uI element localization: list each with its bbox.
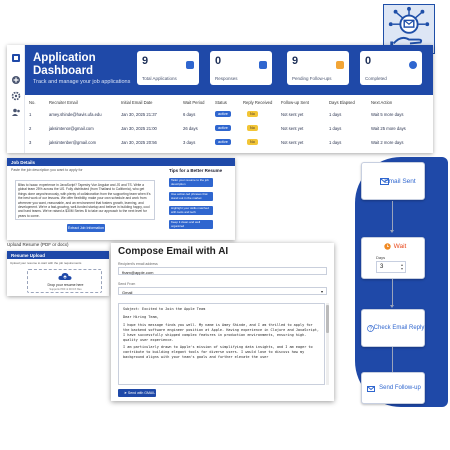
recipient-label: Recipient's email address [118,262,158,266]
column-header: Status [215,100,227,105]
reply-badge: No [247,111,258,117]
settings-icon[interactable] [11,91,21,101]
cell-email: jaksimtenor@gmail.com [49,126,94,131]
cell-date: Jan 30, 2025 20:56 [121,140,157,145]
email-greeting: Dear Hiring Team, [123,314,159,319]
dropzone-subtitle: Supports PDF & DOCX files [49,288,82,291]
stat-value: 0 [215,55,222,67]
workflow-node-send-followup[interactable] [361,372,425,404]
status-badge: active [215,139,231,145]
recipient-email-field[interactable]: fham@apple.com [118,267,327,275]
workflow-connector [392,201,393,231]
stat-card-completed [360,51,422,85]
resume-upload-subtitle: Upload your resume to start with the job requirements [10,261,82,265]
column-header: Follow-up Sent [281,100,309,105]
cell-no: 1 [29,112,32,117]
days-input[interactable] [376,261,406,273]
cell-elapsed: 1 days [329,126,342,131]
applications-table [25,97,433,150]
stat-label: Responses [215,76,238,81]
tip-card: Keep it clean and well organized [169,220,213,229]
svg-text:?: ? [369,326,372,332]
send-gmail-button[interactable] [118,389,156,397]
cell-followup: Not sent yet [281,112,304,117]
column-header: Initial Email Date [121,100,153,105]
send-button-label: Send with GMAIL [127,391,156,395]
email-body-scrollbar[interactable] [326,303,329,385]
dashboard-header [25,45,433,95]
stat-label: Pending Follow-ups [292,76,332,81]
stat-card-pending [287,51,349,85]
stepper-arrows-icon[interactable]: ▴ ▾ [400,262,403,271]
email-paragraph: I am particularly drawn to Apple's mission of simplifying data insights, and I am eager to contribute to building elegant tools for diverse users. I would love to discuss how my background aligns with your team's goals and further elevate the user [123,345,315,360]
column-header: Reply Received [243,100,273,105]
job-details-header: Job Details [7,158,235,166]
email-subject-line: Subject: Excited to Join the Apple Team [123,307,206,311]
cell-email: jaksimtenber@gmail.com [49,140,97,145]
scrollbar-thumb[interactable] [326,305,329,333]
resume-dropzone[interactable] [27,269,102,293]
dropzone-title: Drop your resume here [47,283,84,287]
chevron-down-icon: ▾ [320,288,323,294]
extract-job-button[interactable]: Extract Job Information [68,226,104,230]
cloud-upload-icon [58,272,72,281]
workflow-connector [392,279,393,306]
cell-elapsed: 1 days [329,140,342,145]
resume-upload-panel [7,251,109,296]
check-circle-icon [409,61,417,69]
arrow-head-icon [390,305,394,308]
briefcase-icon [186,61,194,69]
days-label: Days [376,255,386,260]
arrow-head-icon [390,230,394,233]
workflow-node-check-reply[interactable] [361,309,425,347]
workflow-connector [392,347,393,375]
workflow-node-wait[interactable] [361,237,425,279]
table-row[interactable] [25,108,433,122]
column-header: Next Action [371,100,393,105]
column-header: Recruiter Email [49,100,78,105]
job-details-hint: Paste the job description you want to apply for [11,168,83,172]
status-badge: active [215,111,231,117]
days-value: 3 [380,264,384,270]
compose-title: Compose Email with AI [118,246,229,257]
email-body-textarea[interactable] [118,303,325,385]
tip-card: Use action-led phrases that stand out in the market [169,192,213,201]
cell-next: Wait 25 more days [371,126,406,131]
reply-badge: No [247,125,258,131]
cell-next: Wait 5 more days [371,112,404,117]
workflow-node-label: Send Follow-up [379,385,421,391]
column-header: Days Elapsed [329,100,355,105]
table-row[interactable] [25,122,433,136]
cell-wait: 6 days [183,112,196,117]
stat-card-total [137,51,199,85]
resume-upload-header: Resume Upload [7,251,109,259]
cell-no: 2 [29,126,32,131]
followup-workflow-panel [355,157,448,407]
email-paragraph: I hope this message finds you well. My name is Amey Shinde, and I am thrilled to apply for the backend software engineer position at Apple. Having experience in Clojure and JavaScript, I have successfully shipped complex features in production environments, ensuring high-quality user experience. [123,322,322,342]
reply-badge: No [247,139,258,145]
cell-no: 3 [29,140,32,145]
tip-card: Tailor your resume to the job description [169,178,213,187]
job-description-textarea[interactable]: Bliss to Isaac: experience in JavaScript? Tapestry Vue Angular and JS and TS. Write a global team 25% across the US. Fully distributed (from Thailand to California), who get things done asynchronously, with plenty of collaboration from the supporting team when it's the best work of our lessons. We offer flexibility, make your own schedule and work from wherever you want, reasonable, and an environment that fosters growth, learning, and development. We're a fast-growing, well-funded startup and believe in building happy, cool and hard teams. We've raised a $30M Series B to take our approach to the next level for years to come. [15,180,155,220]
cell-date: Jan 30, 2025 21:37 [121,112,157,117]
cell-followup: Not sent yet [281,126,304,131]
workflow-node-label: Email Sent [384,178,416,185]
provider-value: Gmail [122,289,133,295]
upload-resume-label: Upload Resume (PDF or docx) [7,242,69,247]
add-icon[interactable] [11,75,21,85]
column-header: Wait Period [183,100,205,105]
stat-value: 0 [365,55,372,67]
provider-select[interactable] [118,287,327,295]
stat-label: Completed [365,76,387,81]
cell-date: Jan 30, 2025 21:00 [121,126,157,131]
table-row[interactable] [25,136,433,150]
cell-wait: 3 days [183,140,196,145]
dashboard-title: Application Dashboard [33,52,96,77]
table-header-row [25,97,433,108]
cell-email: amey.shinde@havis.ufa.edu [49,112,102,117]
users-icon[interactable] [11,107,21,117]
send-icon: ➤ [124,391,127,395]
provider-label: Send From [118,282,136,286]
cell-elapsed: 1 days [329,112,342,117]
cell-next: Wait 2 more days [371,140,404,145]
cell-wait: 26 days [183,126,198,131]
tips-title: Tips for a Better Resume [169,168,223,173]
workflow-node-label: Wait [393,243,407,250]
cell-followup: Not sent yet [281,140,304,145]
mail-icon [259,61,267,69]
stat-value: 9 [292,55,299,67]
stat-label: Total Applications [142,76,177,81]
stat-card-responses [210,51,272,85]
column-header: No. [29,100,36,105]
dashboard-subtitle: Track and manage your job applications [33,79,131,85]
stat-value: 9 [142,55,149,67]
application-dashboard [7,45,433,153]
workflow-node-label: Check Email Reply [373,325,425,331]
status-badge: active [215,125,231,131]
workflow-node-email-sent[interactable] [361,162,425,200]
job-details-panel [7,158,235,240]
compose-email-panel [111,243,334,401]
clock-icon [336,61,344,69]
home-icon[interactable] [11,53,21,63]
dashboard-sidebar [7,45,25,153]
tip-card: Highlight your skills matched with tools and tech [169,206,213,215]
